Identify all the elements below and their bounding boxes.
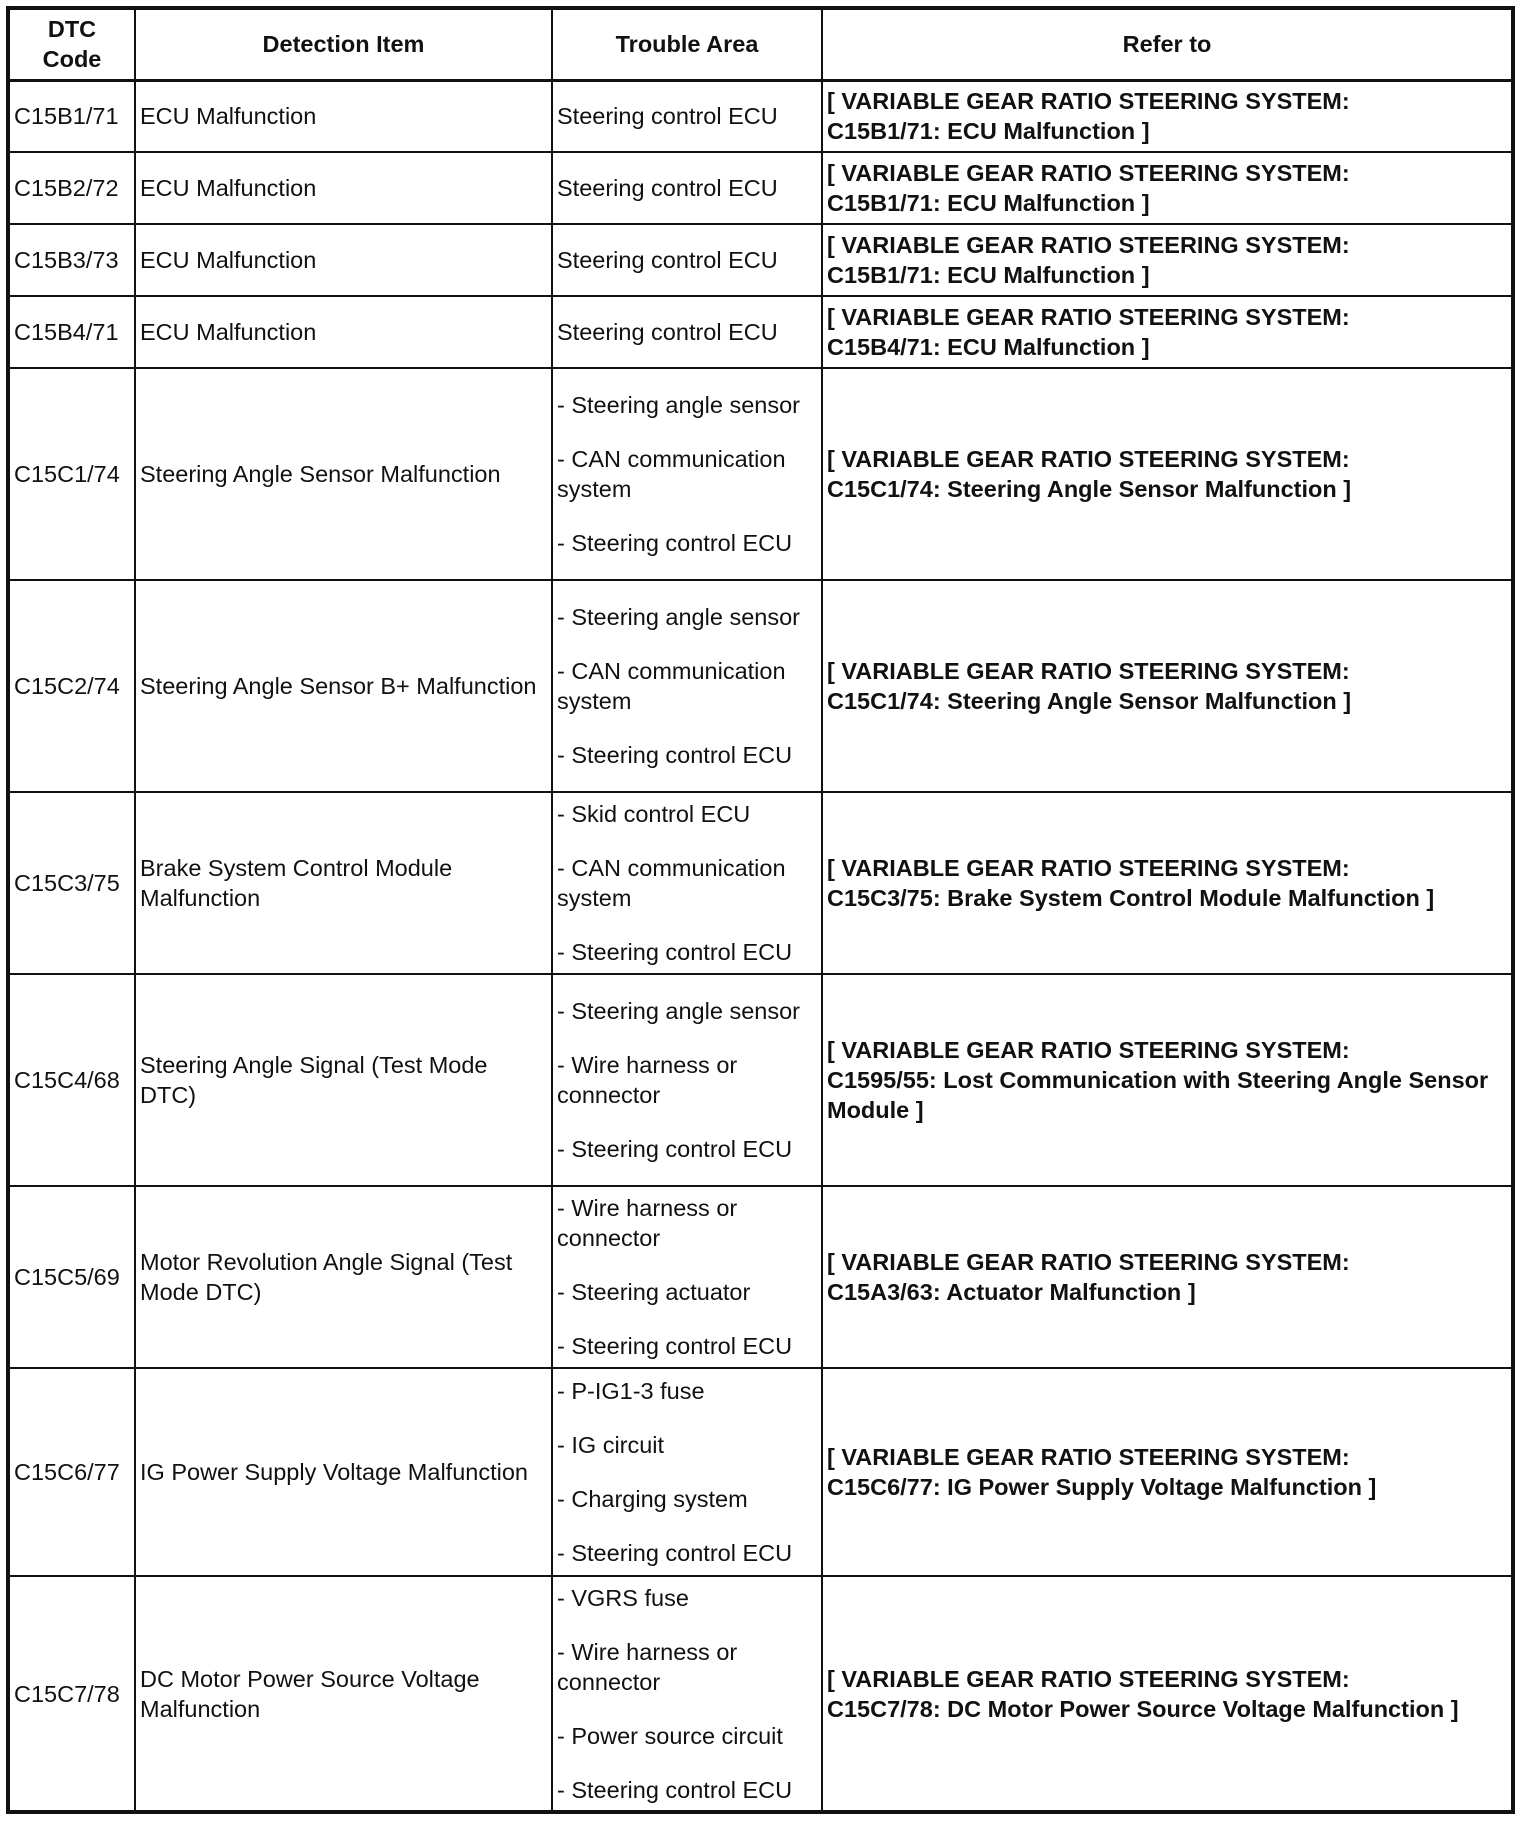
- refer-to-system: [ VARIABLE GEAR RATIO STEERING SYSTEM:: [827, 446, 1350, 472]
- trouble-area-cell: [552, 580, 822, 792]
- trouble-area-item: - Charging system: [557, 1486, 748, 1512]
- refer-to-procedure: C15A3/63: Actuator Malfunction ]: [827, 1279, 1196, 1305]
- trouble-area-item: - IG circuit: [557, 1432, 665, 1458]
- trouble-area-item: Steering control ECU: [557, 175, 778, 201]
- refer-to-system: [ VARIABLE GEAR RATIO STEERING SYSTEM:: [827, 855, 1350, 881]
- trouble-area-item: - Steering control ECU: [557, 530, 793, 556]
- trouble-area-item: - Wire harness or connector: [557, 1638, 738, 1695]
- refer-to-link[interactable]: [822, 368, 1513, 580]
- detection-item-cell: Steering Angle Sensor Malfunction: [135, 368, 552, 580]
- trouble-area-cell: [552, 296, 822, 368]
- refer-to-system: [ VARIABLE GEAR RATIO STEERING SYSTEM:: [827, 658, 1350, 684]
- trouble-area-cell: [552, 1186, 822, 1368]
- refer-to-procedure: C15C3/75: Brake System Control Module Malfunction ]: [827, 885, 1435, 911]
- trouble-area-item: - VGRS fuse: [557, 1584, 689, 1611]
- detection-item-cell: ECU Malfunction: [135, 80, 552, 152]
- refer-to-system: [ VARIABLE GEAR RATIO STEERING SYSTEM:: [827, 1037, 1350, 1063]
- trouble-area-item: - Steering control ECU: [557, 1333, 793, 1359]
- refer-to-link[interactable]: [822, 580, 1513, 792]
- trouble-area-item: - Steering actuator: [557, 1279, 751, 1305]
- trouble-area-item: - Steering angle sensor: [557, 998, 800, 1024]
- trouble-area-item: Steering control ECU: [557, 319, 778, 345]
- dtc-code-cell: C15C7/78: [8, 1576, 135, 1812]
- dtc-code-cell: C15B2/72: [8, 152, 135, 224]
- refer-to-system: [ VARIABLE GEAR RATIO STEERING SYSTEM:: [827, 1249, 1350, 1275]
- refer-to-link[interactable]: [822, 224, 1513, 296]
- trouble-area-item: - P-IG1-3 fuse: [557, 1378, 705, 1404]
- refer-to-link[interactable]: [822, 1368, 1513, 1576]
- table-row: [8, 296, 1513, 368]
- refer-to-procedure: C15B4/71: ECU Malfunction ]: [827, 334, 1150, 360]
- trouble-area-item: - CAN communication system: [557, 446, 786, 502]
- trouble-area-cell: [552, 1368, 822, 1576]
- refer-to-procedure: C15C7/78: DC Motor Power Source Voltage Malfunction ]: [827, 1695, 1459, 1722]
- refer-to-procedure: C15C1/74: Steering Angle Sensor Malfunction ]: [827, 688, 1352, 714]
- dtc-code-cell: C15C3/75: [8, 792, 135, 974]
- refer-to-link[interactable]: [822, 974, 1513, 1186]
- refer-to-procedure: C15C1/74: Steering Angle Sensor Malfunction ]: [827, 476, 1352, 502]
- trouble-area-cell: [552, 1576, 822, 1812]
- refer-to-link[interactable]: [822, 792, 1513, 974]
- table-row: [8, 792, 1513, 974]
- trouble-area-item: - Steering control ECU: [557, 742, 793, 768]
- trouble-area-item: - CAN communication system: [557, 855, 786, 911]
- refer-to-link[interactable]: [822, 1186, 1513, 1368]
- dtc-code-cell: C15B3/73: [8, 224, 135, 296]
- header-dtc-code-line2: Code: [42, 46, 102, 73]
- detection-item-cell: IG Power Supply Voltage Malfunction: [135, 1368, 552, 1576]
- refer-to-system: [ VARIABLE GEAR RATIO STEERING SYSTEM:: [827, 88, 1350, 115]
- dtc-code-cell: C15C5/69: [8, 1186, 135, 1368]
- dtc-code-cell: C15C4/68: [8, 974, 135, 1186]
- detection-item-cell: ECU Malfunction: [135, 296, 552, 368]
- refer-to-system: [ VARIABLE GEAR RATIO STEERING SYSTEM:: [827, 160, 1350, 186]
- header-dtc-code-line1: DTC: [47, 16, 97, 43]
- trouble-area-item: - Steering control ECU: [557, 1540, 793, 1566]
- table-row: [8, 1576, 1513, 1812]
- refer-to-system: [ VARIABLE GEAR RATIO STEERING SYSTEM:: [827, 232, 1350, 258]
- dtc-table: [6, 6, 1515, 1814]
- detection-item-cell: Steering Angle Sensor B+ Malfunction: [135, 580, 552, 792]
- refer-to-procedure: C1595/55: Lost Communication with Steering Angle Sensor Module ]: [827, 1067, 1489, 1123]
- trouble-area-item: Steering control ECU: [557, 103, 778, 130]
- table-row: [8, 580, 1513, 792]
- trouble-area-item: - CAN communication system: [557, 658, 786, 714]
- dtc-table-frame: [6, 6, 1511, 1814]
- detection-item-cell: Brake System Control Module Malfunction: [135, 792, 552, 974]
- dtc-code-cell: C15C2/74: [8, 580, 135, 792]
- table-row: [8, 1186, 1513, 1368]
- trouble-area-item: - Steering control ECU: [557, 939, 793, 965]
- trouble-area-item: - Steering control ECU: [557, 1776, 793, 1803]
- refer-to-link[interactable]: [822, 296, 1513, 368]
- trouble-area-item: - Steering angle sensor: [557, 604, 800, 630]
- trouble-area-item: - Power source circuit: [557, 1722, 783, 1749]
- header-detection-item: Detection Item: [135, 8, 552, 80]
- dtc-code-cell: C15B1/71: [8, 80, 135, 152]
- refer-to-procedure: C15B1/71: ECU Malfunction ]: [827, 262, 1150, 288]
- detection-item-cell: ECU Malfunction: [135, 152, 552, 224]
- table-row: [8, 80, 1513, 152]
- refer-to-link[interactable]: [822, 80, 1513, 152]
- trouble-area-cell: [552, 792, 822, 974]
- trouble-area-cell: [552, 974, 822, 1186]
- refer-to-link[interactable]: [822, 152, 1513, 224]
- refer-to-procedure: C15B1/71: ECU Malfunction ]: [827, 190, 1150, 216]
- trouble-area-item: - Steering control ECU: [557, 1136, 793, 1162]
- refer-to-system: [ VARIABLE GEAR RATIO STEERING SYSTEM:: [827, 1665, 1350, 1692]
- trouble-area-item: - Wire harness or connector: [557, 1052, 738, 1108]
- refer-to-procedure: C15B1/71: ECU Malfunction ]: [827, 118, 1150, 145]
- dtc-code-cell: C15B4/71: [8, 296, 135, 368]
- header-refer-to: Refer to: [822, 8, 1513, 80]
- refer-to-link[interactable]: [822, 1576, 1513, 1812]
- trouble-area-cell: [552, 368, 822, 580]
- table-body: [8, 80, 1513, 1812]
- header-trouble-area: Trouble Area: [552, 8, 822, 80]
- refer-to-system: [ VARIABLE GEAR RATIO STEERING SYSTEM:: [827, 1444, 1350, 1470]
- table-row: [8, 1368, 1513, 1576]
- trouble-area-item: Steering control ECU: [557, 247, 778, 273]
- table-row: [8, 368, 1513, 580]
- trouble-area-item: - Skid control ECU: [557, 801, 751, 827]
- detection-item-cell: ECU Malfunction: [135, 224, 552, 296]
- trouble-area-item: - Wire harness or connector: [557, 1195, 738, 1251]
- detection-item-cell: Steering Angle Signal (Test Mode DTC): [135, 974, 552, 1186]
- trouble-area-cell: [552, 224, 822, 296]
- refer-to-procedure: C15C6/77: IG Power Supply Voltage Malfunction ]: [827, 1474, 1377, 1500]
- trouble-area-cell: [552, 152, 822, 224]
- refer-to-system: [ VARIABLE GEAR RATIO STEERING SYSTEM:: [827, 304, 1350, 330]
- header-dtc-code: [8, 8, 135, 80]
- trouble-area-item: - Steering angle sensor: [557, 392, 800, 418]
- table-row: [8, 224, 1513, 296]
- detection-item-cell: DC Motor Power Source Voltage Malfunction: [135, 1576, 552, 1812]
- dtc-code-cell: C15C6/77: [8, 1368, 135, 1576]
- detection-item-cell: Motor Revolution Angle Signal (Test Mode DTC): [135, 1186, 552, 1368]
- dtc-code-cell: C15C1/74: [8, 368, 135, 580]
- table-row: [8, 974, 1513, 1186]
- trouble-area-cell: [552, 80, 822, 152]
- table-row: [8, 152, 1513, 224]
- header-row: [8, 8, 1513, 80]
